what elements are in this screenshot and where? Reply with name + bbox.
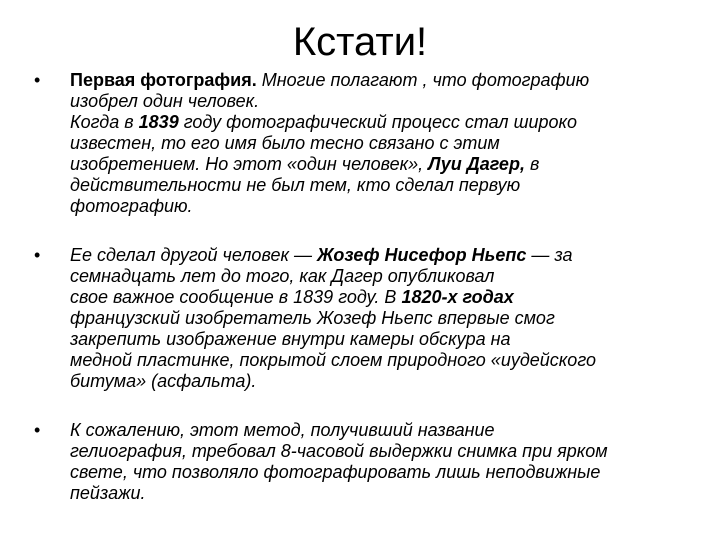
text-segment: Многие полагают , что фотографию: [256, 70, 590, 90]
text-segment: Ее сделал другой человек —: [70, 245, 317, 265]
bullet-dot-icon: •: [34, 420, 41, 440]
text-segment: году фотографический процесс стал широко: [178, 112, 578, 132]
bold-phrase: Первая фотография.: [70, 70, 257, 90]
text-segment: изобрел один человек.: [70, 91, 260, 111]
bullet-dot-icon: •: [34, 70, 41, 90]
bullet-item: [34, 420, 684, 504]
text-segment: семнадцать лет до того, как Дагер опубликовал: [70, 266, 495, 286]
text-line: [70, 308, 684, 329]
text-line: [70, 133, 684, 154]
bullet-list: [34, 70, 684, 504]
text-segment: известен, то его имя было тесно связано с этим: [70, 133, 500, 153]
text-line: [70, 350, 684, 371]
bullet-dot-icon: •: [34, 245, 41, 265]
text-segment: пейзажи.: [70, 483, 146, 503]
text-line: [70, 371, 684, 392]
text-line: [70, 91, 684, 112]
text-line: [70, 196, 684, 217]
text-line: [70, 462, 684, 483]
text-line: [70, 245, 684, 266]
text-segment: изобретением. Но этот «один человек»,: [70, 154, 429, 174]
text-segment: свете, что позволяло фотографировать лишь неподвижные: [70, 462, 601, 482]
text-line: [70, 329, 684, 350]
text-segment: Когда в: [70, 112, 139, 132]
text-line: [70, 420, 684, 441]
text-line: [70, 70, 684, 91]
bullet-item: [34, 245, 684, 392]
text-segment: К сожалению, этот метод, получивший название: [70, 420, 495, 440]
text-segment: гелиография, требовал 8-часовой выдержки снимка при ярком: [70, 441, 608, 461]
bold-phrase: 1839: [138, 112, 179, 132]
text-segment: закрепить изображение внутри камеры обскура на: [70, 329, 511, 349]
text-line: [70, 154, 684, 175]
text-segment: свое важное сообщение в 1839 году. В: [70, 287, 402, 307]
text-segment: — за: [526, 245, 573, 265]
text-line: [70, 441, 684, 462]
text-segment: битума» (асфальта).: [70, 371, 257, 391]
text-segment: в: [524, 154, 540, 174]
bullet-item: [34, 70, 684, 217]
text-line: [70, 112, 684, 133]
bold-phrase: Жозеф Нисефор Ньепс: [316, 245, 527, 265]
text-line: [70, 483, 684, 504]
bold-phrase: 1820-х годах: [401, 287, 514, 307]
slide-title: Кстати!: [292, 20, 428, 64]
bold-phrase: Луи Дагер,: [428, 154, 525, 174]
text-segment: действительности не был тем, кто сделал первую: [70, 175, 521, 195]
text-segment: французский изобретатель Жозеф Ньепс впервые смог: [70, 308, 555, 328]
text-line: [70, 266, 684, 287]
text-segment: медной пластинке, покрытой слоем природного «иудейского: [70, 350, 596, 370]
text-segment: фотографию.: [70, 196, 193, 216]
text-line: [70, 287, 684, 308]
text-line: [70, 175, 684, 196]
